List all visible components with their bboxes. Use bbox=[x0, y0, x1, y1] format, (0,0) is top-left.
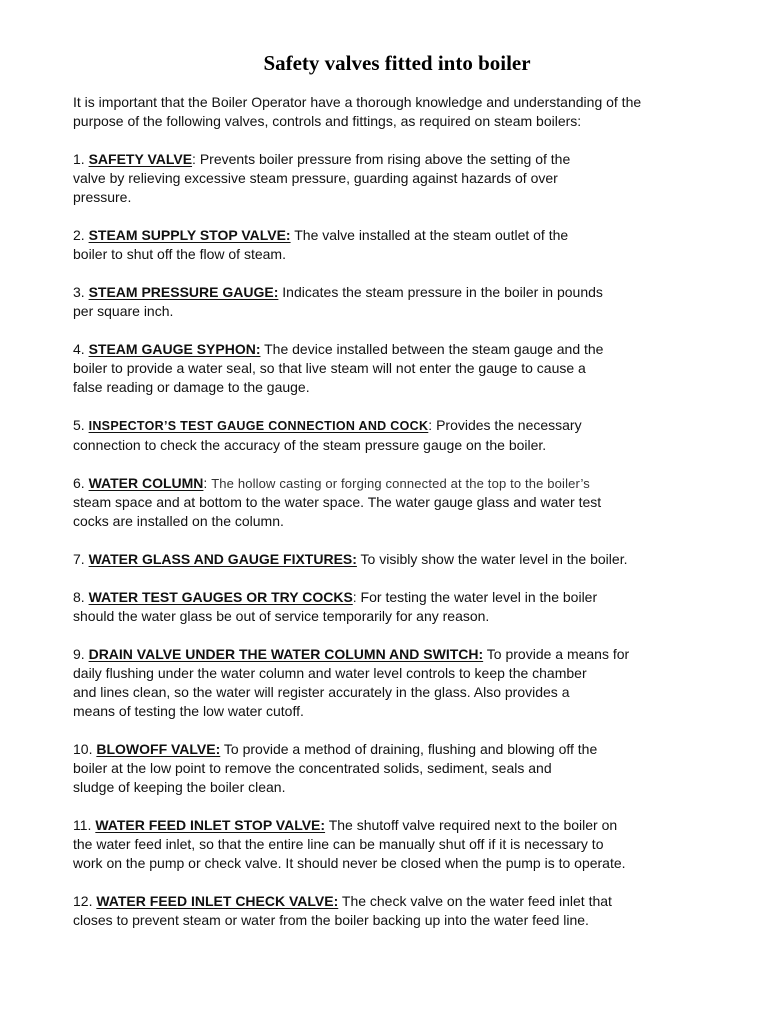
list-item-first-line bbox=[73, 892, 723, 911]
list-item-heading: STEAM SUPPLY STOP VALVE: bbox=[88, 227, 291, 243]
list-item-first-line bbox=[73, 645, 723, 664]
list-item bbox=[73, 283, 723, 321]
list-item-description: The valve installed at the steam outlet of the bbox=[290, 227, 569, 243]
list-item-number: 6. bbox=[73, 475, 85, 491]
list-item-description: : For testing the water level in the boiler bbox=[352, 589, 598, 605]
list-item-continuation-line: and lines clean, so the water will register accurately in the glass. Also provides a bbox=[73, 684, 570, 700]
list-item-description: : Prevents boiler pressure from rising above the setting of the bbox=[192, 151, 571, 167]
list-item-heading: WATER TEST GAUGES OR TRY COCKS bbox=[88, 589, 353, 605]
list-item-continuation-line: should the water glass be out of service temporarily for any reason. bbox=[73, 608, 490, 624]
list-item-first-line bbox=[73, 340, 723, 359]
list-item-number: 7. bbox=[73, 551, 85, 567]
list-item-heading: SAFETY VALVE bbox=[88, 151, 193, 167]
list-item-heading: WATER FEED INLET STOP VALVE: bbox=[95, 817, 326, 833]
list-item-heading: WATER COLUMN bbox=[88, 475, 204, 491]
list-item-continuation-line: pressure. bbox=[73, 189, 132, 205]
list-item-first-line bbox=[73, 740, 723, 759]
list-item-continuation-line: closes to prevent steam or water from the boiler backing up into the water feed line. bbox=[73, 912, 589, 928]
list-item-number: 3. bbox=[73, 284, 85, 300]
list-item-description: The device installed between the steam gauge and the bbox=[260, 341, 604, 357]
list-item bbox=[73, 226, 723, 264]
list-item-first-line bbox=[73, 416, 723, 436]
list-item bbox=[73, 416, 723, 455]
list-item-heading: BLOWOFF VALVE: bbox=[96, 741, 221, 757]
list-item-number: 4. bbox=[73, 341, 85, 357]
list-item-first-line bbox=[73, 283, 723, 302]
list-item-description: To provide a method of draining, flushing and blowing off the bbox=[220, 741, 598, 757]
list-item-continuation-line: steam space and at bottom to the water space. The water gauge glass and water test bbox=[73, 494, 602, 510]
list-item-continuation-line: boiler to shut off the flow of steam. bbox=[73, 246, 286, 262]
list-item-first-line bbox=[73, 588, 723, 607]
list-item bbox=[73, 550, 723, 569]
list-item bbox=[73, 645, 723, 721]
list-item-first-line bbox=[73, 150, 723, 169]
list-item bbox=[73, 588, 723, 626]
valve-list bbox=[73, 150, 723, 949]
list-item-continuation-line: sludge of keeping the boiler clean. bbox=[73, 779, 286, 795]
list-item-number: 5. bbox=[73, 417, 85, 433]
list-item-heading: STEAM PRESSURE GAUGE: bbox=[88, 284, 279, 300]
list-item-first-line bbox=[73, 550, 723, 569]
list-item-separator: : bbox=[203, 475, 212, 491]
list-item-continuation-line: the water feed inlet, so that the entire line can be manually shut off if it is necessary to bbox=[73, 836, 604, 852]
list-item-first-line bbox=[73, 474, 723, 493]
list-item-heading: STEAM GAUGE SYPHON: bbox=[88, 341, 261, 357]
page-title: Safety valves fitted into boiler bbox=[263, 51, 531, 75]
list-item-description: Indicates the steam pressure in the boiler in pounds bbox=[278, 284, 603, 300]
intro-paragraph bbox=[73, 93, 723, 131]
intro-line: It is important that the Boiler Operator have a thorough knowledge and understanding of the bbox=[73, 94, 642, 110]
list-item-continuation-line: per square inch. bbox=[73, 303, 174, 319]
list-item-description: To visibly show the water level in the boiler. bbox=[356, 551, 628, 567]
list-item-number: 9. bbox=[73, 646, 85, 662]
list-item-description: To provide a means for bbox=[483, 646, 630, 662]
list-item-continuation-line: boiler to provide a water seal, so that live steam will not enter the gauge to cause a bbox=[73, 360, 586, 376]
list-item-number: 11. bbox=[73, 817, 92, 833]
list-item-number: 8. bbox=[73, 589, 85, 605]
list-item-heading: DRAIN VALVE UNDER THE WATER COLUMN AND SWITCH: bbox=[88, 646, 484, 662]
list-item bbox=[73, 150, 723, 207]
list-item-number: 10. bbox=[73, 741, 93, 757]
list-item-number: 12. bbox=[73, 893, 93, 909]
list-item-description: The shutoff valve required next to the boiler on bbox=[325, 817, 618, 833]
list-item-continuation-line: cocks are installed on the column. bbox=[73, 513, 284, 529]
list-item-heading: INSPECTOR’S TEST GAUGE CONNECTION AND COCK bbox=[88, 419, 429, 433]
list-item-continuation-line: connection to check the accuracy of the steam pressure gauge on the boiler. bbox=[73, 437, 547, 453]
list-item-heading: WATER FEED INLET CHECK VALVE: bbox=[96, 893, 339, 909]
list-item-first-line bbox=[73, 816, 723, 835]
list-item-first-line bbox=[73, 226, 723, 245]
list-item-continuation-line: work on the pump or check valve. It should never be closed when the pump is to operate. bbox=[73, 855, 626, 871]
list-item-heading: WATER GLASS AND GAUGE FIXTURES: bbox=[88, 551, 357, 567]
list-item-number: 1. bbox=[73, 151, 85, 167]
list-item bbox=[73, 740, 723, 797]
intro-line: purpose of the following valves, controls and fittings, as required on steam boilers: bbox=[73, 113, 582, 129]
list-item-continuation-line: daily flushing under the water column and water level controls to keep the chamber bbox=[73, 665, 587, 681]
list-item-description: The check valve on the water feed inlet that bbox=[338, 893, 612, 909]
list-item-continuation-line: valve by relieving excessive steam pressure, guarding against hazards of over bbox=[73, 170, 558, 186]
list-item bbox=[73, 816, 723, 873]
list-item-continuation-line: boiler at the low point to remove the concentrated solids, sediment, seals and bbox=[73, 760, 552, 776]
list-item-continuation-line: false reading or damage to the gauge. bbox=[73, 379, 310, 395]
list-item-continuation-line: means of testing the low water cutoff. bbox=[73, 703, 304, 719]
list-item bbox=[73, 892, 723, 930]
list-item-description: The hollow casting or forging connected at the top to the boiler’s bbox=[211, 476, 590, 491]
list-item-number: 2. bbox=[73, 227, 85, 243]
list-item-description: : Provides the necessary bbox=[428, 417, 582, 433]
list-item bbox=[73, 474, 723, 531]
list-item bbox=[73, 340, 723, 397]
